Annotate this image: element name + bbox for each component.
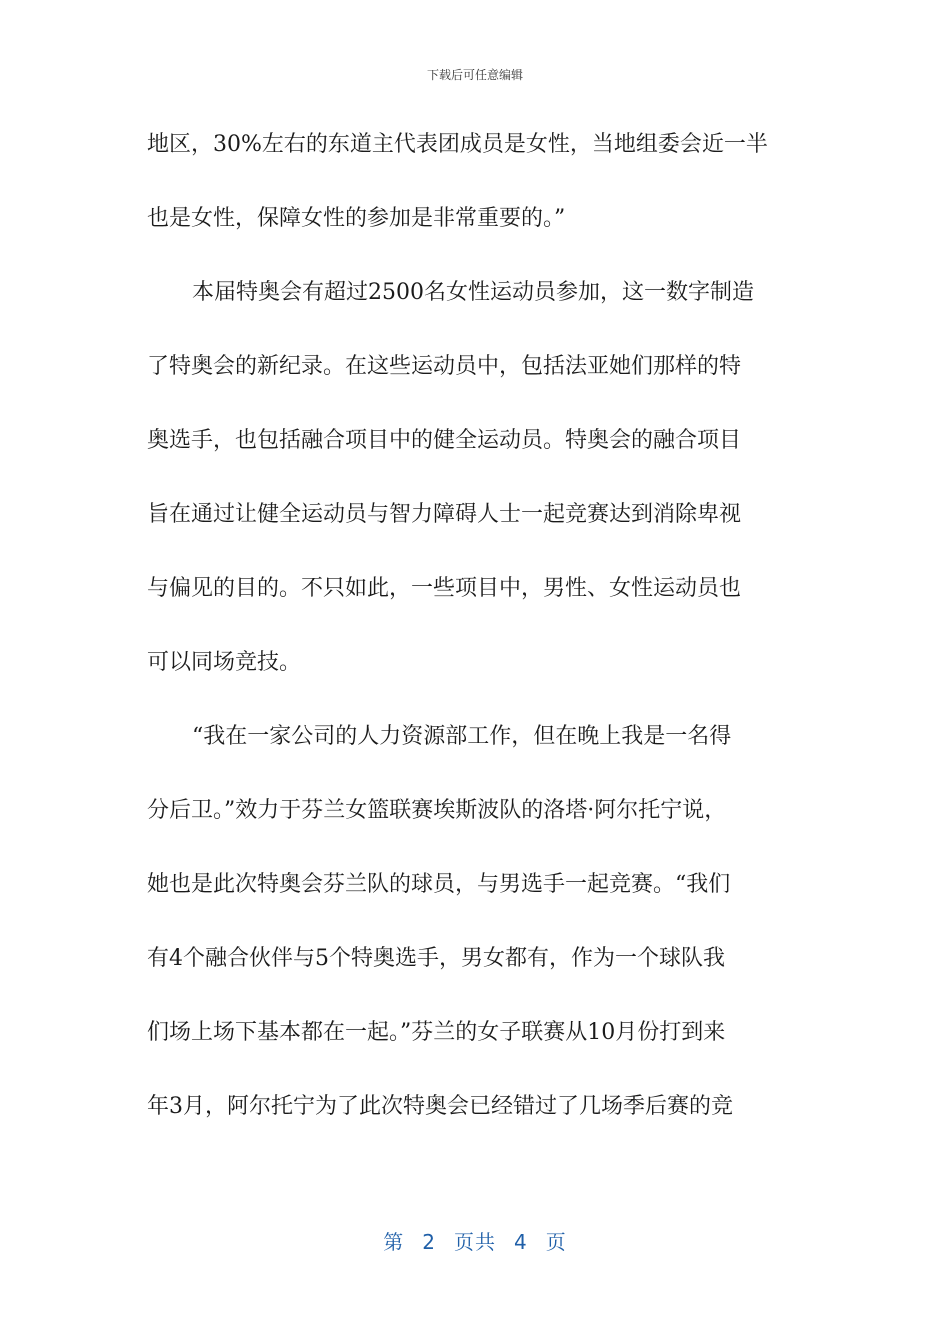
text-line: 年3月，阿尔托宁为了此次特奥会已经错过了几场季后赛的竞 <box>147 1094 733 1119</box>
text-line: 本届特奥会有超过2500名女性运动员参加，这一数字制造 <box>192 280 754 305</box>
text-line: 分后卫。”效力于芬兰女篮联赛埃斯波队的洛塔·阿尔托宁说， <box>147 798 727 823</box>
footer-current-page: 2 <box>422 1230 436 1254</box>
footer-middle: 页共 <box>454 1230 496 1254</box>
text-line: 了特奥会的新纪录。在这些运动员中，包括法亚她们那样的特 <box>147 354 742 379</box>
footer-suffix: 页 <box>545 1230 567 1254</box>
text-line: 也是女性，保障女性的参加是非常重要的。” <box>147 206 566 231</box>
text-line: 她也是此次特奥会芬兰队的球员，与男选手一起竞赛。“我们 <box>147 872 731 897</box>
footer-total-pages: 4 <box>514 1230 528 1254</box>
body-text <box>147 120 807 1156</box>
text-line: 可以同场竞技。 <box>147 650 302 675</box>
text-line: 有4个融合伙伴与5个特奥选手，男女都有，作为一个球队我 <box>147 946 725 971</box>
page-footer <box>0 1226 950 1255</box>
page-header: 下载后可任意编辑 <box>426 68 523 82</box>
text-line: 奥选手，也包括融合项目中的健全运动员。特奥会的融合项目 <box>147 428 742 453</box>
text-line: 旨在通过让健全运动员与智力障碍人士一起竞赛达到消除卑视 <box>147 502 742 527</box>
text-line: “我在一家公司的人力资源部工作，但在晚上我是一名得 <box>192 724 732 749</box>
text-line: 与偏见的目的。不只如此，一些项目中，男性、女性运动员也 <box>147 576 742 601</box>
text-line: 们场上场下基本都在一起。”芬兰的女子联赛从10月份打到来 <box>147 1020 726 1045</box>
footer-prefix: 第 <box>383 1230 405 1254</box>
text-line: 地区，30%左右的东道主代表团成员是女性，当地组委会近一半 <box>147 132 768 157</box>
